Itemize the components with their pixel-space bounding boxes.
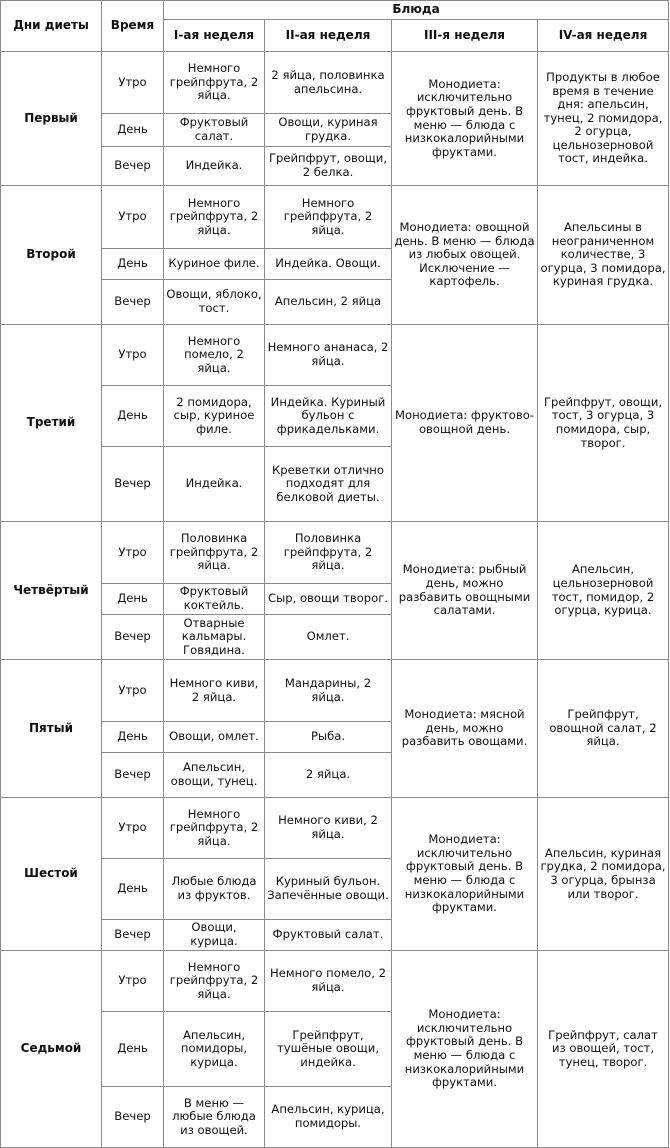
week2-cell: Фруктовый салат. xyxy=(265,920,392,951)
week4-cell: Апельсин, куриная грудка, 2 помидора, 3 огурца, брынза или творог. xyxy=(538,798,669,951)
week2-cell: Куриный бульон. Запечённые овощи. xyxy=(265,859,392,920)
week1-cell: Немного грейпфрута, 2 яйца. xyxy=(164,52,265,114)
week3-cell: Монодиета: фруктово-овощной день. xyxy=(392,325,538,522)
time-cell: Утро xyxy=(102,52,164,114)
week1-cell: Половинка грейпфрута, 2 яйца. xyxy=(164,522,265,584)
week4-cell: Грейпфрут, салат из овощей, тост, тунец, творог. xyxy=(538,951,669,1148)
header-dishes: Блюда xyxy=(164,1,669,20)
week4-cell: Продукты в любое время в течение дня: апельсин, тунец, 2 помидора, 2 огурца, цельнозерновой тост, индейка. xyxy=(538,52,669,186)
day-name: Второй xyxy=(1,186,102,325)
table-row xyxy=(1,186,669,249)
table-row xyxy=(1,798,669,859)
week2-cell: Индейка. Куриный бульон с фрикадельками. xyxy=(265,386,392,447)
header-week1: I-ая неделя xyxy=(164,20,265,52)
header-days: Дни диеты xyxy=(1,1,102,52)
week2-cell: 2 яйца, половинка апельсина. xyxy=(265,52,392,114)
table-row xyxy=(1,325,669,386)
week3-cell: Монодиета: исключительно фруктовый день. В меню — блюда с низкокалорийными фруктами. xyxy=(392,798,538,951)
week3-cell: Монодиета: овощной день. В меню — блюда из любых овощей. Исключение — картофель. xyxy=(392,186,538,325)
week1-cell: Немного помело, 2 яйца. xyxy=(164,325,265,386)
header-week4: IV-ая неделя xyxy=(538,20,669,52)
week2-cell: Рыба. xyxy=(265,722,392,753)
time-cell: День xyxy=(102,1012,164,1087)
table-row xyxy=(1,951,669,1012)
week2-cell: Индейка. Овощи. xyxy=(265,249,392,280)
table-row xyxy=(1,522,669,584)
week3-cell: Монодиета: исключительно фруктовый день. В меню — блюда с низкокалорийными фруктами. xyxy=(392,52,538,186)
week4-cell: Грейпфрут, овощной салат, 2 яйца. xyxy=(538,660,669,798)
time-cell: День xyxy=(102,386,164,447)
header-week3: III-я неделя xyxy=(392,20,538,52)
week1-cell: Индейка. xyxy=(164,147,265,186)
week1-cell: Овощи, омлет. xyxy=(164,722,265,753)
week2-cell: Немного ананаса, 2 яйца. xyxy=(265,325,392,386)
week1-cell: Любые блюда из фруктов. xyxy=(164,859,265,920)
week1-cell: Индейка. xyxy=(164,447,265,522)
week1-cell: Немного киви, 2 яйца. xyxy=(164,660,265,722)
time-cell: Вечер xyxy=(102,147,164,186)
week1-cell: Апельсин, помидоры, курица. xyxy=(164,1012,265,1087)
week2-cell: Грейпфрут, овощи, 2 белка. xyxy=(265,147,392,186)
week2-cell: Сыр, овощи творог. xyxy=(265,584,392,615)
time-cell: День xyxy=(102,859,164,920)
time-cell: День xyxy=(102,722,164,753)
week1-cell: Отварные кальмары. Говядина. xyxy=(164,615,265,660)
week1-cell: Овощи, яблоко, тост. xyxy=(164,280,265,325)
week2-cell: Овощи, куриная грудка. xyxy=(265,114,392,147)
time-cell: День xyxy=(102,584,164,615)
time-cell: Вечер xyxy=(102,920,164,951)
week2-cell: Мандарины, 2 яйца. xyxy=(265,660,392,722)
time-cell: Вечер xyxy=(102,1087,164,1148)
time-cell: День xyxy=(102,249,164,280)
day-name: Третий xyxy=(1,325,102,522)
week2-cell: Омлет. xyxy=(265,615,392,660)
week1-cell: Овощи, курица. xyxy=(164,920,265,951)
time-cell: Вечер xyxy=(102,447,164,522)
week2-cell: Грейпфрут, тушёные овощи, индейка. xyxy=(265,1012,392,1087)
day-name: Первый xyxy=(1,52,102,186)
week1-cell: Фруктовый коктейль. xyxy=(164,584,265,615)
day-name: Пятый xyxy=(1,660,102,798)
week1-cell: Куриное филе. xyxy=(164,249,265,280)
week2-cell: 2 яйца. xyxy=(265,753,392,798)
header-week2: II-ая неделя xyxy=(265,20,392,52)
week3-cell: Монодиета: рыбный день, можно разбавить овощными салатами. xyxy=(392,522,538,660)
time-cell: День xyxy=(102,114,164,147)
week2-cell: Апельсин, 2 яйца xyxy=(265,280,392,325)
time-cell: Вечер xyxy=(102,753,164,798)
time-cell: Утро xyxy=(102,660,164,722)
week1-cell: В меню — любые блюда из овощей. xyxy=(164,1087,265,1148)
week2-cell: Половинка грейпфрута, 2 яйца. xyxy=(265,522,392,584)
day-name: Шестой xyxy=(1,798,102,951)
table-row xyxy=(1,660,669,722)
week1-cell: Немного грейпфрута, 2 яйца. xyxy=(164,951,265,1012)
week1-cell: 2 помидора, сыр, куриное филе. xyxy=(164,386,265,447)
time-cell: Вечер xyxy=(102,280,164,325)
time-cell: Утро xyxy=(102,798,164,859)
week1-cell: Немного грейпфрута, 2 яйца. xyxy=(164,186,265,249)
time-cell: Утро xyxy=(102,951,164,1012)
week1-cell: Фруктовый салат. xyxy=(164,114,265,147)
week4-cell: Апельсин, цельнозерновой тост, помидор, 2 огурца, курица. xyxy=(538,522,669,660)
week3-cell: Монодиета: мясной день, можно разбавить овощами. xyxy=(392,660,538,798)
header-time: Время xyxy=(102,1,164,52)
day-name: Седьмой xyxy=(1,951,102,1148)
time-cell: Вечер xyxy=(102,615,164,660)
week4-cell: Грейпфрут, овощи, тост, 3 огурца, 3 помидора, сыр, творог. xyxy=(538,325,669,522)
week4-cell: Апельсины в неограниченном количестве, 3 огурца, 3 помидора, куриная грудка. xyxy=(538,186,669,325)
time-cell: Утро xyxy=(102,522,164,584)
day-name: Четвёртый xyxy=(1,522,102,660)
week2-cell: Креветки отлично подходят для белковой диеты. xyxy=(265,447,392,522)
time-cell: Утро xyxy=(102,325,164,386)
week1-cell: Немного грейпфрута, 2 яйца. xyxy=(164,798,265,859)
time-cell: Утро xyxy=(102,186,164,249)
week3-cell: Монодиета: исключительно фруктовый день. В меню — блюда с низкокалорийными фруктами. xyxy=(392,951,538,1148)
week1-cell: Апельсин, овощи, тунец. xyxy=(164,753,265,798)
week2-cell: Немного помело, 2 яйца. xyxy=(265,951,392,1012)
week2-cell: Немного грейпфрута, 2 яйца. xyxy=(265,186,392,249)
week2-cell: Немного киви, 2 яйца. xyxy=(265,798,392,859)
table-row xyxy=(1,52,669,114)
week2-cell: Апельсин, курица, помидоры. xyxy=(265,1087,392,1148)
